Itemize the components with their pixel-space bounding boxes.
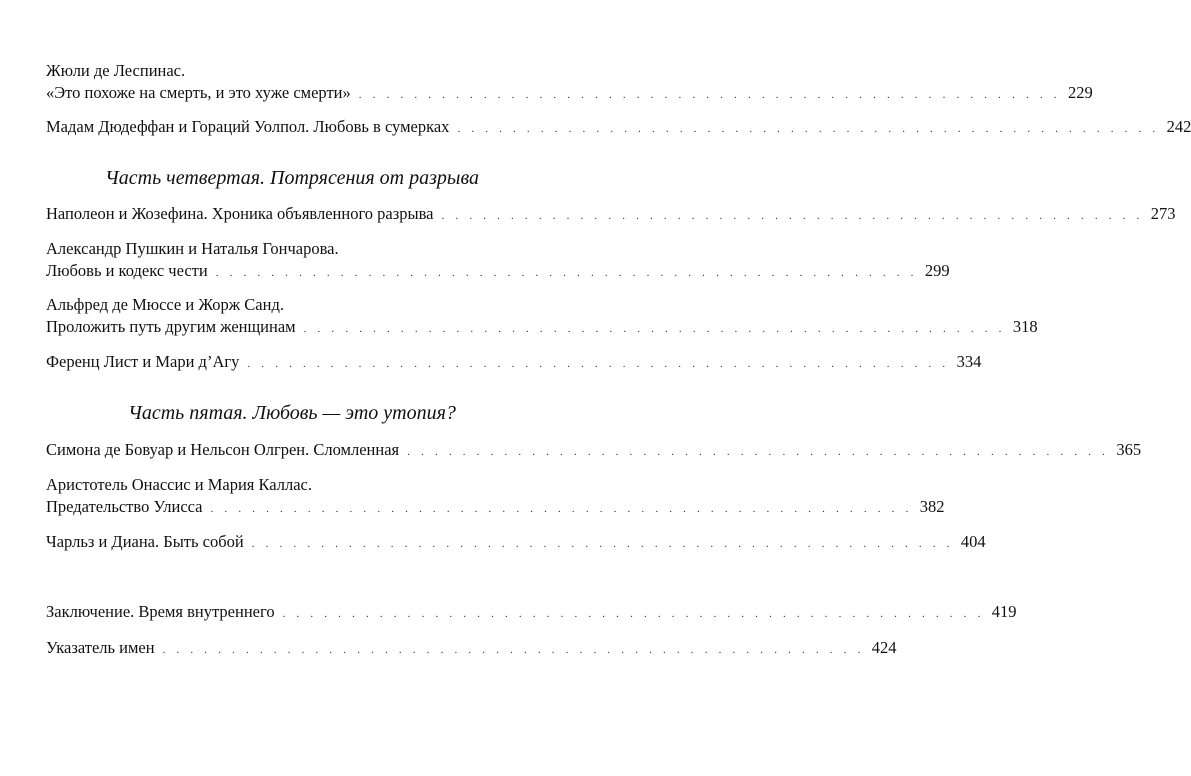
toc-entry-conclusion bbox=[46, 601, 1017, 623]
toc-entry-line bbox=[46, 531, 986, 553]
dot-leader: . . . . . . . . . . . . . . . . . . . . . . . . . . . . . . . . . . . . . . . . . . . . . . . . . . . bbox=[407, 446, 1110, 458]
dot-leader: . . . . . . . . . . . . . . . . . . . . . . . . . . . . . . . . . . . . . . . . . . . . . . . . . . . bbox=[282, 608, 985, 620]
toc-entry-pushkin bbox=[46, 238, 950, 282]
toc-page-number: 242 bbox=[1166, 117, 1191, 136]
toc-page-number: 229 bbox=[1067, 83, 1093, 102]
dot-leader: . . . . . . . . . . . . . . . . . . . . . . . . . . . . . . . . . . . . . . . . . . . . . . . . . . . bbox=[251, 538, 954, 550]
toc-entry-line bbox=[46, 316, 1038, 338]
toc-entry-title: Заключение. Время внутреннего bbox=[46, 602, 275, 621]
toc-entry-line bbox=[46, 203, 1176, 225]
dot-leader: . . . . . . . . . . . . . . . . . . . . . . . . . . . . . . . . . . . . . . . . . . . . . . . . . . . bbox=[247, 358, 950, 370]
toc-page-number: 299 bbox=[924, 261, 950, 280]
toc-page-number: 334 bbox=[956, 352, 982, 371]
toc-entry-title: Мадам Дюдеффан и Гораций Уолпол. Любовь в сумерках bbox=[46, 117, 450, 136]
toc-page-number: 318 bbox=[1012, 317, 1038, 336]
toc-entry-line bbox=[46, 637, 897, 659]
toc-entry-liszt bbox=[46, 351, 982, 373]
toc-entry-line bbox=[46, 238, 544, 260]
toc-entry-title: Симона де Бовуар и Нельсон Олгрен. Сломленная bbox=[46, 440, 400, 459]
toc-entry-index bbox=[46, 637, 897, 659]
toc-entry-onassis bbox=[46, 474, 945, 518]
toc-entry-napoleon bbox=[46, 203, 1176, 225]
part-five-heading: Часть пятая. Любовь — это утопия? bbox=[128, 402, 456, 424]
dot-leader: . . . . . . . . . . . . . . . . . . . . . . . . . . . . . . . . . . . . . . . . . . . . . . . . . . . bbox=[441, 210, 1144, 222]
toc-entry-charles-diana bbox=[46, 531, 986, 553]
dot-leader: . . . . . . . . . . . . . . . . . . . . . . . . . . . . . . . . . . . . . . . . . . . . . . . . . . . bbox=[457, 123, 1160, 135]
toc-page-number: 404 bbox=[960, 532, 986, 551]
dot-leader: . . . . . . . . . . . . . . . . . . . . . . . . . . . . . . . . . . . . . . . . . . . . . . . . . . . bbox=[210, 503, 913, 515]
toc-entry-title: Жюли де Леспинас. bbox=[46, 61, 186, 80]
toc-entry-title: Ференц Лист и Мари д’Агу bbox=[46, 352, 240, 371]
dot-leader: . . . . . . . . . . . . . . . . . . . . . . . . . . . . . . . . . . . . . . . . . . . . . . . . . . . bbox=[215, 267, 918, 279]
toc-entry-title: Наполеон и Жозефина. Хроника объявленного разрыва bbox=[46, 204, 434, 223]
toc-page-number: 365 bbox=[1116, 440, 1142, 459]
part-four-heading: Часть четвертая. Потрясения от разрыва bbox=[104, 167, 480, 189]
dot-leader: . . . . . . . . . . . . . . . . . . . . . . . . . . . . . . . . . . . . . . . . . . . . . . . . . . . bbox=[162, 644, 865, 656]
toc-page-number: 419 bbox=[991, 602, 1017, 621]
dot-leader: . . . . . . . . . . . . . . . . . . . . . . . . . . . . . . . . . . . . . . . . . . . . . . . . . . . bbox=[358, 89, 1061, 101]
toc-entry-title: Указатель имен bbox=[46, 638, 155, 657]
toc-entry-musset bbox=[46, 294, 1038, 338]
toc-entry-dudeffand bbox=[46, 116, 1191, 138]
toc-entry-line bbox=[46, 294, 544, 316]
toc-entry-subtitle: «Это похоже на смерть, и это хуже смерти» bbox=[46, 83, 351, 102]
toc-entry-line bbox=[46, 496, 945, 518]
toc-page-number: 273 bbox=[1150, 204, 1176, 223]
toc-entry-line bbox=[46, 116, 1191, 138]
toc-entry-subtitle: Предательство Улисса bbox=[46, 497, 203, 516]
toc-entry-line bbox=[46, 60, 544, 82]
toc-entry-title: Аристотель Онассис и Мария Каллас. bbox=[46, 475, 312, 494]
toc-entry-line bbox=[46, 439, 1142, 461]
toc-entry-title: Александр Пушкин и Наталья Гончарова. bbox=[46, 239, 339, 258]
toc-entry-subtitle: Любовь и кодекс чести bbox=[46, 261, 208, 280]
toc-entry-line bbox=[46, 474, 544, 496]
toc-entry-subtitle: Проложить путь другим женщинам bbox=[46, 317, 296, 336]
dot-leader: . . . . . . . . . . . . . . . . . . . . . . . . . . . . . . . . . . . . . . . . . . . . . . . . . . . bbox=[303, 323, 1006, 335]
toc-entry-line bbox=[46, 82, 1093, 104]
toc-entry-line bbox=[46, 260, 950, 282]
toc-entry-beauvoir bbox=[46, 439, 1142, 461]
toc-entry-lespinasse bbox=[46, 60, 1093, 104]
toc-entry-line bbox=[46, 601, 1017, 623]
toc-entry-title: Альфред де Мюссе и Жорж Санд. bbox=[46, 295, 284, 314]
toc-entry-line bbox=[46, 351, 982, 373]
toc-page-number: 382 bbox=[919, 497, 945, 516]
toc-entry-title: Чарльз и Диана. Быть собой bbox=[46, 532, 244, 551]
toc-page-number: 424 bbox=[871, 638, 897, 657]
